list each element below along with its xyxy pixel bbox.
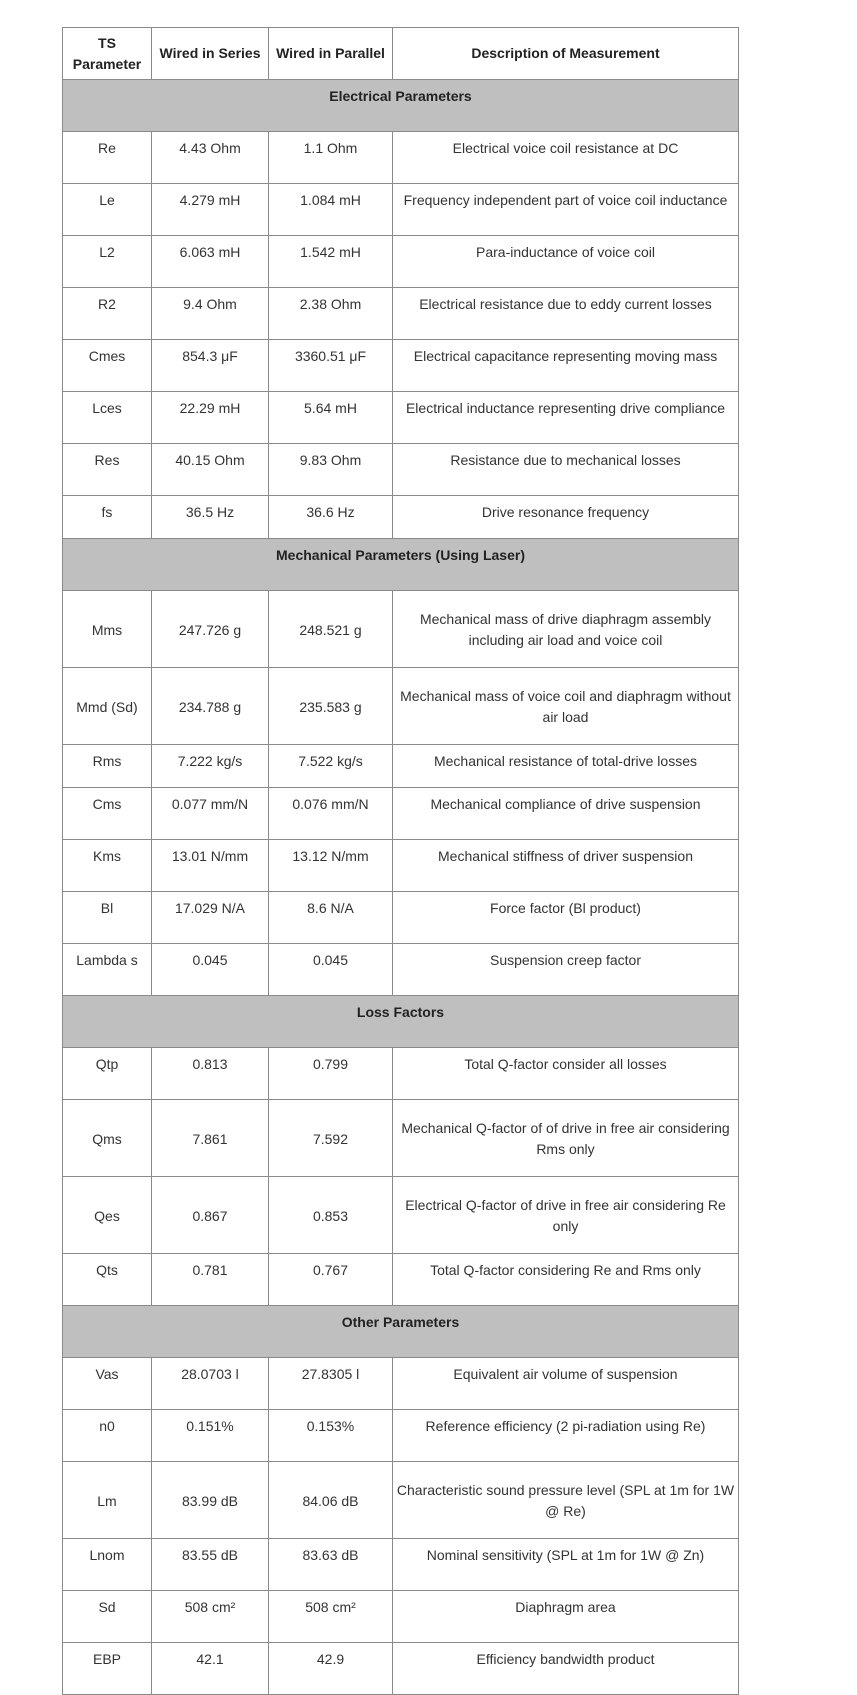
cell-series: 28.0703 l bbox=[152, 1358, 269, 1410]
cell-series: 0.045 bbox=[152, 944, 269, 996]
table-row bbox=[63, 745, 739, 788]
cell-series: 247.726 g bbox=[152, 591, 269, 668]
cell-parallel: 0.153% bbox=[269, 1410, 393, 1462]
cell-series: 7.861 bbox=[152, 1100, 269, 1177]
table-row bbox=[63, 288, 739, 340]
cell-series: 17.029 N/A bbox=[152, 892, 269, 944]
cell-series: 0.813 bbox=[152, 1048, 269, 1100]
cell-series: 7.222 kg/s bbox=[152, 745, 269, 788]
section-title: Mechanical Parameters (Using Laser) bbox=[63, 539, 739, 591]
section-header-row bbox=[63, 80, 739, 132]
cell-series: 0.151% bbox=[152, 1410, 269, 1462]
header-wired-in-series: Wired in Series bbox=[152, 28, 269, 80]
cell-description: Reference efficiency (2 pi-radiation using Re) bbox=[393, 1410, 739, 1462]
cell-parallel: 9.83 Ohm bbox=[269, 444, 393, 496]
cell-param: EBP bbox=[63, 1643, 152, 1695]
cell-description: Resistance due to mechanical losses bbox=[393, 444, 739, 496]
cell-series: 22.29 mH bbox=[152, 392, 269, 444]
cell-description: Mechanical mass of voice coil and diaphragm without air load bbox=[393, 668, 739, 745]
cell-series: 854.3 μF bbox=[152, 340, 269, 392]
table-row bbox=[63, 1100, 739, 1177]
cell-description: Electrical voice coil resistance at DC bbox=[393, 132, 739, 184]
cell-param: Res bbox=[63, 444, 152, 496]
cell-series: 0.867 bbox=[152, 1177, 269, 1254]
table-row bbox=[63, 892, 739, 944]
table-row bbox=[63, 496, 739, 539]
cell-description: Total Q-factor consider all losses bbox=[393, 1048, 739, 1100]
cell-description: Efficiency bandwidth product bbox=[393, 1643, 739, 1695]
table-row bbox=[63, 1410, 739, 1462]
cell-parallel: 0.045 bbox=[269, 944, 393, 996]
cell-parallel: 1.542 mH bbox=[269, 236, 393, 288]
cell-description: Mechanical Q-factor of of drive in free air considering Rms only bbox=[393, 1100, 739, 1177]
cell-parallel: 0.853 bbox=[269, 1177, 393, 1254]
header-description: Description of Measurement bbox=[393, 28, 739, 80]
header-wired-in-parallel: Wired in Parallel bbox=[269, 28, 393, 80]
cell-description: Suspension creep factor bbox=[393, 944, 739, 996]
cell-series: 13.01 N/mm bbox=[152, 840, 269, 892]
table-row bbox=[63, 340, 739, 392]
table-row bbox=[63, 788, 739, 840]
cell-param: Le bbox=[63, 184, 152, 236]
table-row bbox=[63, 944, 739, 996]
cell-param: Mmd (Sd) bbox=[63, 668, 152, 745]
cell-param: Rms bbox=[63, 745, 152, 788]
cell-param: Sd bbox=[63, 1591, 152, 1643]
cell-description: Characteristic sound pressure level (SPL at 1m for 1W @ Re) bbox=[393, 1462, 739, 1539]
cell-param: Lnom bbox=[63, 1539, 152, 1591]
cell-param: Bl bbox=[63, 892, 152, 944]
cell-description: Total Q-factor considering Re and Rms only bbox=[393, 1254, 739, 1306]
cell-description: Electrical capacitance representing moving mass bbox=[393, 340, 739, 392]
cell-parallel: 0.799 bbox=[269, 1048, 393, 1100]
table-row bbox=[63, 1048, 739, 1100]
cell-series: 4.43 Ohm bbox=[152, 132, 269, 184]
cell-parallel: 84.06 dB bbox=[269, 1462, 393, 1539]
cell-parallel: 3360.51 μF bbox=[269, 340, 393, 392]
cell-description: Mechanical stiffness of driver suspension bbox=[393, 840, 739, 892]
cell-series: 0.077 mm/N bbox=[152, 788, 269, 840]
cell-param: Mms bbox=[63, 591, 152, 668]
cell-parallel: 248.521 g bbox=[269, 591, 393, 668]
cell-description: Equivalent air volume of suspension bbox=[393, 1358, 739, 1410]
cell-series: 83.99 dB bbox=[152, 1462, 269, 1539]
cell-series: 36.5 Hz bbox=[152, 496, 269, 539]
cell-series: 40.15 Ohm bbox=[152, 444, 269, 496]
table-row bbox=[63, 591, 739, 668]
cell-param: Cms bbox=[63, 788, 152, 840]
cell-parallel: 7.522 kg/s bbox=[269, 745, 393, 788]
section-header-row bbox=[63, 539, 739, 591]
table-row bbox=[63, 1254, 739, 1306]
section-header-row bbox=[63, 1306, 739, 1358]
cell-description: Mechanical resistance of total-drive losses bbox=[393, 745, 739, 788]
cell-parallel: 1.1 Ohm bbox=[269, 132, 393, 184]
cell-description: Force factor (Bl product) bbox=[393, 892, 739, 944]
cell-series: 0.781 bbox=[152, 1254, 269, 1306]
cell-series: 4.279 mH bbox=[152, 184, 269, 236]
cell-description: Diaphragm area bbox=[393, 1591, 739, 1643]
cell-parallel: 5.64 mH bbox=[269, 392, 393, 444]
cell-description: Electrical Q-factor of drive in free air considering Re only bbox=[393, 1177, 739, 1254]
cell-param: L2 bbox=[63, 236, 152, 288]
cell-parallel: 2.38 Ohm bbox=[269, 288, 393, 340]
cell-param: Qes bbox=[63, 1177, 152, 1254]
cell-param: Qts bbox=[63, 1254, 152, 1306]
table-row bbox=[63, 1643, 739, 1695]
cell-description: Para-inductance of voice coil bbox=[393, 236, 739, 288]
cell-parallel: 13.12 N/mm bbox=[269, 840, 393, 892]
cell-parallel: 27.8305 l bbox=[269, 1358, 393, 1410]
cell-parallel: 235.583 g bbox=[269, 668, 393, 745]
cell-param: Vas bbox=[63, 1358, 152, 1410]
cell-param: Cmes bbox=[63, 340, 152, 392]
table-row bbox=[63, 1462, 739, 1539]
table-row bbox=[63, 1591, 739, 1643]
cell-series: 508 cm² bbox=[152, 1591, 269, 1643]
table-row bbox=[63, 444, 739, 496]
cell-param: fs bbox=[63, 496, 152, 539]
table-row bbox=[63, 840, 739, 892]
header-ts-parameter: TS Parameter bbox=[63, 28, 152, 80]
table-row bbox=[63, 132, 739, 184]
cell-description: Mechanical mass of drive diaphragm assembly including air load and voice coil bbox=[393, 591, 739, 668]
cell-param: Qms bbox=[63, 1100, 152, 1177]
table-row bbox=[63, 1177, 739, 1254]
cell-parallel: 508 cm² bbox=[269, 1591, 393, 1643]
cell-description: Electrical inductance representing drive compliance bbox=[393, 392, 739, 444]
table-row bbox=[63, 184, 739, 236]
cell-parallel: 1.084 mH bbox=[269, 184, 393, 236]
cell-description: Drive resonance frequency bbox=[393, 496, 739, 539]
cell-param: n0 bbox=[63, 1410, 152, 1462]
table-row bbox=[63, 1358, 739, 1410]
cell-series: 9.4 Ohm bbox=[152, 288, 269, 340]
section-title: Other Parameters bbox=[63, 1306, 739, 1358]
cell-parallel: 0.767 bbox=[269, 1254, 393, 1306]
cell-param: Kms bbox=[63, 840, 152, 892]
cell-parallel: 42.9 bbox=[269, 1643, 393, 1695]
cell-series: 234.788 g bbox=[152, 668, 269, 745]
cell-param: Re bbox=[63, 132, 152, 184]
cell-parallel: 8.6 N/A bbox=[269, 892, 393, 944]
cell-description: Nominal sensitivity (SPL at 1m for 1W @ Zn) bbox=[393, 1539, 739, 1591]
cell-description: Mechanical compliance of drive suspension bbox=[393, 788, 739, 840]
section-title: Loss Factors bbox=[63, 996, 739, 1048]
cell-param: Lm bbox=[63, 1462, 152, 1539]
section-title: Electrical Parameters bbox=[63, 80, 739, 132]
table-row bbox=[63, 236, 739, 288]
cell-description: Frequency independent part of voice coil inductance bbox=[393, 184, 739, 236]
cell-param: R2 bbox=[63, 288, 152, 340]
table-header-row bbox=[63, 28, 739, 80]
cell-param: Lces bbox=[63, 392, 152, 444]
section-header-row bbox=[63, 996, 739, 1048]
cell-parallel: 83.63 dB bbox=[269, 1539, 393, 1591]
cell-param: Qtp bbox=[63, 1048, 152, 1100]
cell-parallel: 7.592 bbox=[269, 1100, 393, 1177]
cell-parallel: 0.076 mm/N bbox=[269, 788, 393, 840]
cell-parallel: 36.6 Hz bbox=[269, 496, 393, 539]
cell-description: Electrical resistance due to eddy current losses bbox=[393, 288, 739, 340]
ts-parameters-table bbox=[62, 27, 739, 1695]
table-row bbox=[63, 392, 739, 444]
cell-series: 6.063 mH bbox=[152, 236, 269, 288]
cell-series: 83.55 dB bbox=[152, 1539, 269, 1591]
table-row bbox=[63, 1539, 739, 1591]
table-row bbox=[63, 668, 739, 745]
cell-param: Lambda s bbox=[63, 944, 152, 996]
cell-series: 42.1 bbox=[152, 1643, 269, 1695]
